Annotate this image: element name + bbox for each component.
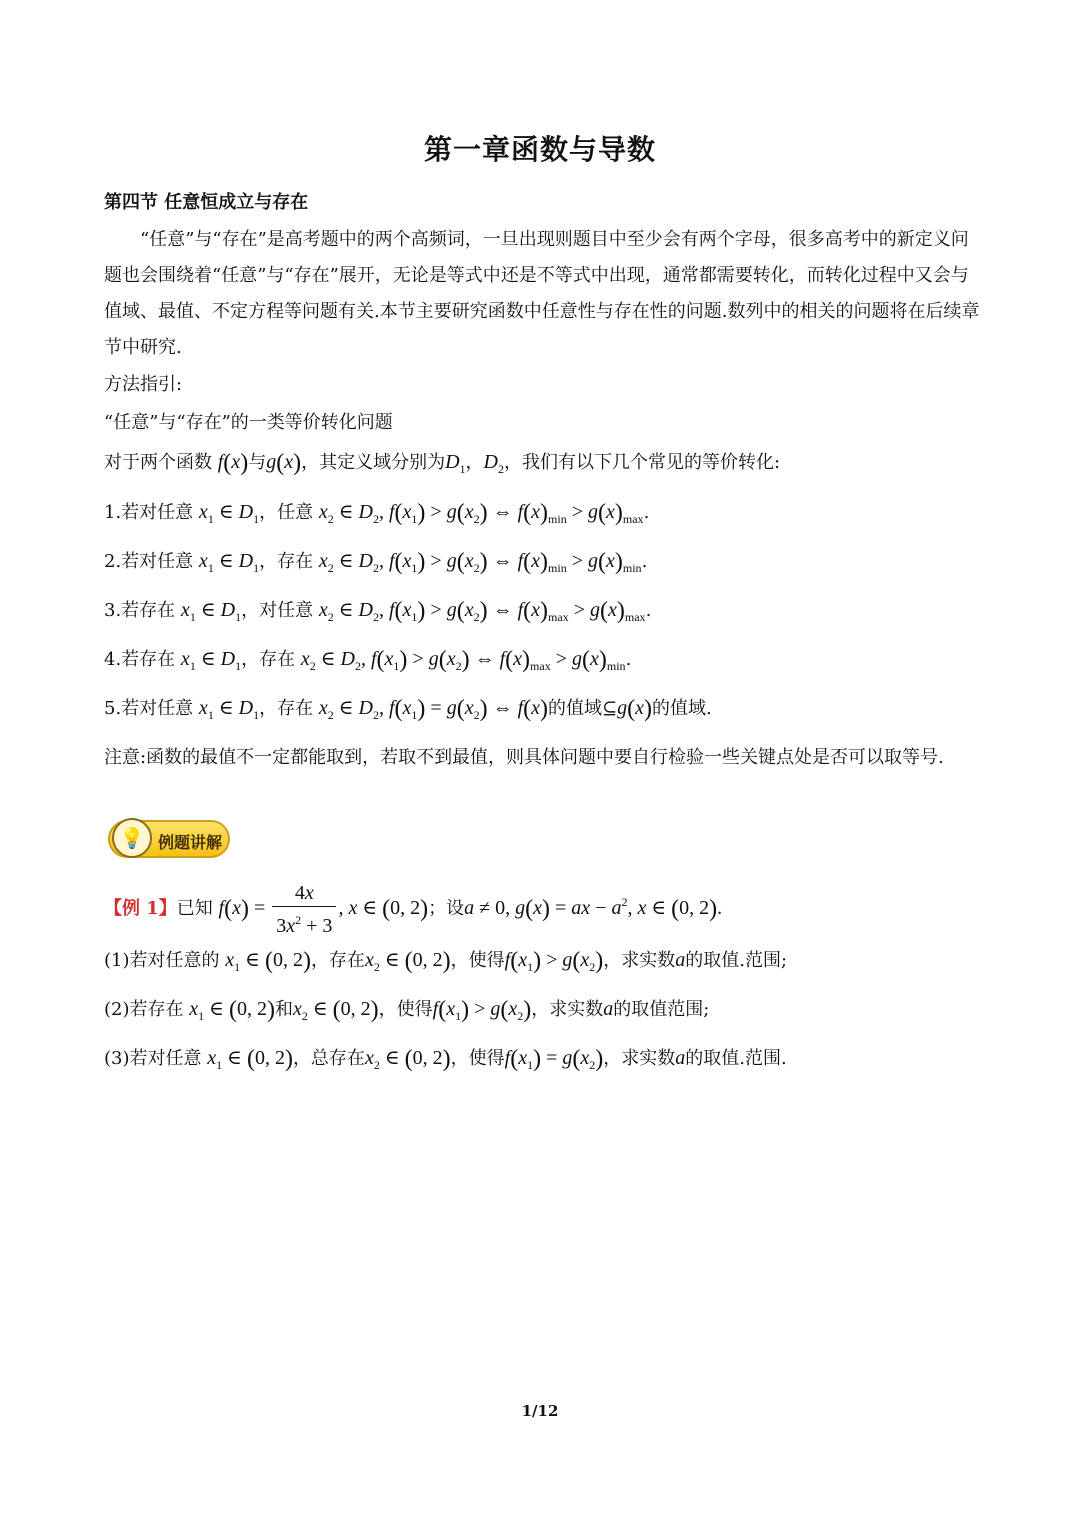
rule-3: 3.若存在 $x_1$ ∈ $D_1$，对任意 $x_2$ ∈ $D_2$, $f(x_1) > g(x_2)$ ⇔ $f(x)_{max} > g(x)_{max}$. — [104, 598, 652, 624]
rule-5: 5.若对任意 $x_1$ ∈ $D_1$，存在 $x_2$ ∈ $D_2$, $f(x_1) = g(x_2)$ ⇔ f(x)的值域⊆g(x)的值域. — [104, 696, 712, 722]
example-1-statement: 【例 1】已知 f(x) = $\frac{4x}{3x^2 + 3}$ , x ∈ (0, 2)；设a ≠ 0, g(x) = ax − $a^2$, x ∈ (0, 2). — [104, 882, 723, 937]
lightbulb-icon: 💡 — [112, 818, 152, 858]
example-badge: 💡 例题讲解 — [108, 820, 230, 858]
lead-line: 对于两个函数 f(x)与g(x)，其定义域分别为$D_1$，$D_2$，我们有以下几个常见的等价转化: — [104, 450, 781, 476]
method-label: 方法指引: — [104, 374, 183, 395]
rule-1: 1.若对任意 $x_1$ ∈ $D_1$，任意 $x_2$ ∈ $D_2$, $f(x_1) > g(x_2)$ ⇔ $f(x)_{min} > g(x)_{max}$. — [104, 500, 650, 526]
page-title: 第一章函数与导数 — [423, 133, 656, 166]
method-subtitle: “任意”与“存在”的一类等价转化问题 — [104, 412, 393, 433]
note-paragraph: 注意:函数的最值不一定都能取到，若取不到最值，则具体问题中要自行检验一些关键点处是否可以取等号. — [104, 747, 944, 768]
intro-paragraph: “任意”与“存在”是高考题中的两个高频词，一旦出现则题目中至少会有两个字母，很多高考中的新定义问题也会围绕着“任意”与“存在”展开，无论是等式中还是不等式中出现，通常都需要转化，而转化过程中又会与值域、最值、不定方程等问题有关.本节主要研究函数中任意性与存在性的问题.数列中的相关的问题将在后续章节中研究. — [104, 229, 980, 358]
example-tag: 【例 1】 — [104, 898, 177, 920]
question-1: (1)若对任意的 $x_1$ ∈ (0, 2)，存在$x_2$ ∈ (0, 2)，使得$f(x_1) > g(x_2)$，求实数a的取值.范围; — [104, 948, 788, 974]
page-number: 1/12 — [521, 1402, 559, 1420]
rule-4: 4.若存在 $x_1$ ∈ $D_1$，存在 $x_2$ ∈ $D_2$, $f(x_1) > g(x_2)$ ⇔ $f(x)_{max} > g(x)_{min}$. — [104, 647, 632, 673]
rule-2: 2.若对任意 $x_1$ ∈ $D_1$，存在 $x_2$ ∈ $D_2$, $f(x_1) > g(x_2)$ ⇔ $f(x)_{min} > g(x)_{min}$. — [104, 549, 648, 575]
question-3: (3)若对任意 $x_1$ ∈ (0, 2)，总存在$x_2$ ∈ (0, 2)，使得$f(x_1) = g(x_2)$，求实数a的取值.范围. — [104, 1046, 787, 1072]
section-title: 第四节 任意恒成立与存在 — [104, 192, 309, 213]
question-2: (2)若存在 $x_1$ ∈ (0, 2)和$x_2$ ∈ (0, 2)，使得$f(x_1) > g(x_2)$，求实数a的取值范围; — [104, 997, 710, 1023]
